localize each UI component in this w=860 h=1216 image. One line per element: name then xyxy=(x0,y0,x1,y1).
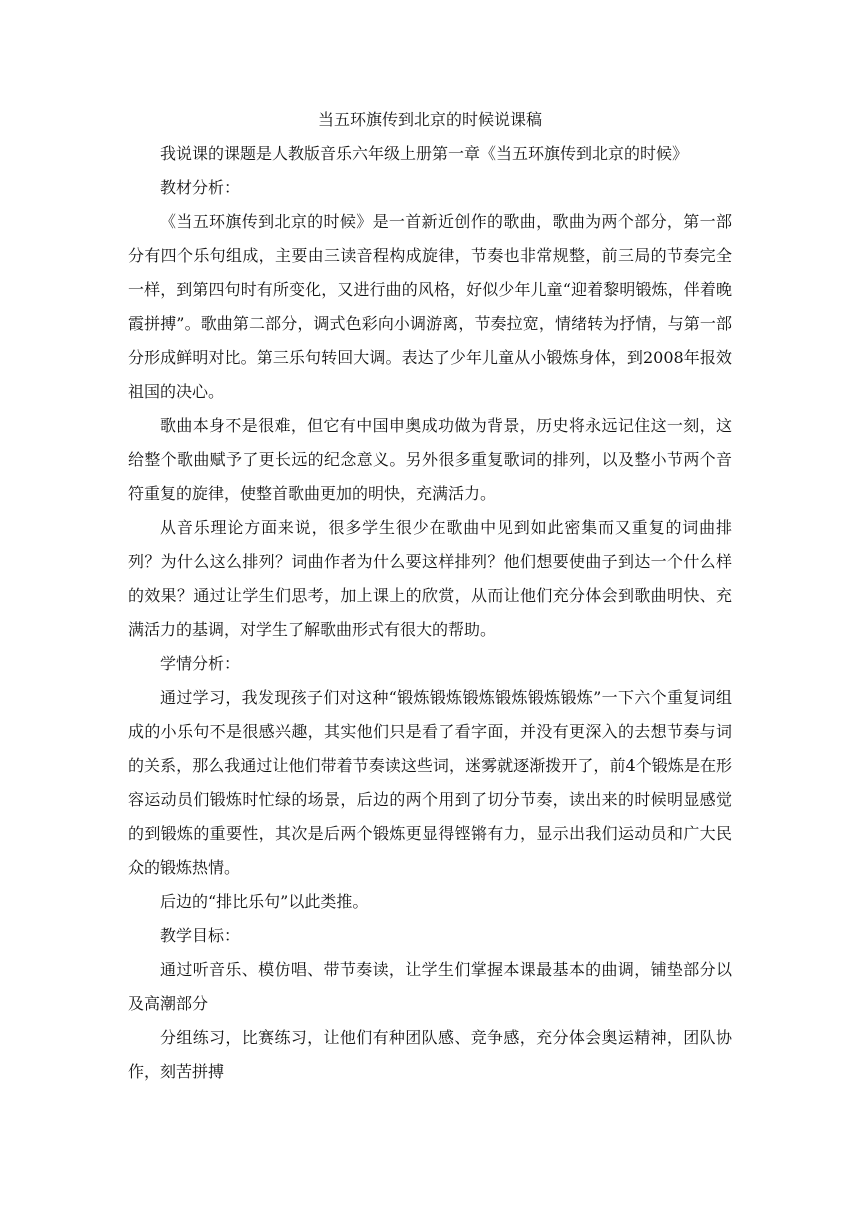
paragraph: 分组练习，比赛练习，让他们有种团队感、竞争感，充分体会奥运精神，团队协作，刻苦拼搏 xyxy=(128,1028,732,1081)
section-heading: 教学目标： xyxy=(160,926,241,945)
paragraph: 后边的“排比乐句”以此类推。 xyxy=(160,892,369,911)
paragraph: 《当五环旗传到北京的时候》是一首新近创作的歌曲，歌曲为两个部分，第一部分有四个乐句组成，主要由三读音程构成旋律，节奏也非常规整，前三局的节奏完全一样，到第四句时有所变化，又进行曲的风格，好似少年儿童“迎着黎明锻炼，伴着晚霞拼搏”。歌曲第二部分，调式色彩向小调游离，节奏拉宽，情绪转为抒情，与第一部分形成鲜明对比。第三乐句转回大调。表达了少年儿童从小锻炼身体，到2008年报效祖国的决心。 xyxy=(128,212,732,401)
section-student-analysis xyxy=(128,647,732,919)
paragraph: 从音乐理论方面来说，很多学生很少在歌曲中见到如此密集而又重复的词曲排列？为什么这么排列？词曲作者为什么要这样排列？他们想要使曲子到达一个什么样的效果？通过让学生们思考，加上课上的欣赏，从而让他们充分体会到歌曲明快、充满活力的基调，对学生了解歌曲形式有很大的帮助。 xyxy=(128,518,732,639)
section-textbook-analysis xyxy=(128,171,732,647)
document-title: 当五环旗传到北京的时候说课稿 xyxy=(317,110,542,129)
paragraph: 通过学习，我发现孩子们对这种“锻炼锻炼锻炼锻炼锻炼锻炼”一下六个重复词组成的小乐句不是很感兴趣，其实他们只是看了看字面，并没有更深入的去想节奏与词的关系，那么我通过让他们带着节奏读这些词，迷雾就逐渐拨开了，前4个锻炼是在形容运动员们锻炼时忙绿的场景，后边的两个用到了切分节奏，读出来的时候明显感觉的到锻炼的重要性，其次是后两个锻炼更显得铿锵有力，显示出我们运动员和广大民众的锻炼热情。 xyxy=(128,688,732,877)
document-page xyxy=(128,103,732,1089)
section-heading: 教材分析： xyxy=(160,178,241,197)
paragraph: 通过听音乐、模仿唱、带节奏读，让学生们掌握本课最基本的曲调，铺垫部分以及高潮部分 xyxy=(128,960,732,1013)
paragraph: 歌曲本身不是很难，但它有中国申奥成功做为背景，历史将永远记住这一刻，这给整个歌曲赋予了更长远的纪念意义。另外很多重复歌词的排列，以及整小节两个音符重复的旋律，使整首歌曲更加的明快，充满活力。 xyxy=(128,416,732,503)
section-teaching-goals xyxy=(128,919,732,1089)
section-heading: 学情分析： xyxy=(160,654,241,673)
intro-paragraph: 我说课的课题是人教版音乐六年级上册第一章《当五环旗传到北京的时候》 xyxy=(160,144,689,163)
